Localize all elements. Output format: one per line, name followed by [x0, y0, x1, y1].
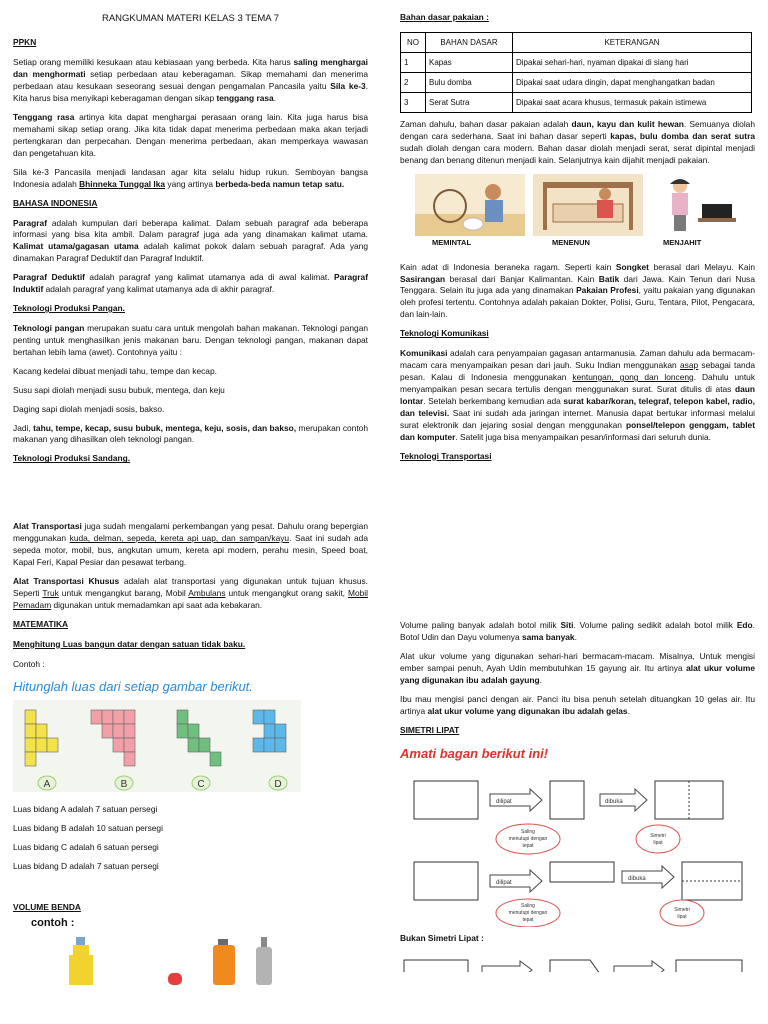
volume-contoh-label: contoh :	[31, 916, 75, 929]
grid-cell	[113, 710, 124, 724]
table-row	[401, 52, 752, 72]
svg-text:tepat: tepat	[522, 917, 534, 924]
grid-cell	[253, 710, 264, 724]
grid-cell	[47, 738, 58, 752]
shape-a	[25, 710, 58, 766]
table-cell: Dipakai sehari-hari, nyaman dipakai di siang hari	[513, 52, 752, 72]
menjahit-image	[652, 174, 742, 236]
left-column	[13, 0, 368, 985]
area-result-b: Luas bidang B adalah 10 satuan persegi	[13, 822, 163, 833]
row1-shapes	[414, 781, 723, 854]
pangan-example-2: Susu sapi diolah menjadi susu bubuk, mentega, dan keju	[13, 384, 225, 395]
table-cell: Serat Sutra	[426, 92, 513, 112]
right-column	[400, 0, 755, 972]
bahan-paragraph-1: Zaman dahulu, bahan dasar pakaian adalah daun, kayu dan kulit hewan. Semuanya diolah dengan cara sederhana. Saat ini bahan dasar seperti kapas, bulu domba dan serat sutra sudah diolah dengan cara modern. Bahan dasar diolah menjadi serat, serat dipintal menjadi benang dan benang ditenun menjadi kain. Selanjutnya kain dijahit menjadi pakaian.	[400, 118, 755, 165]
ppkn-paragraph-3: Sila ke-3 Pancasila menjadi landasan agar kita selalu hidup rukun. Semboyan bangsa Indonesia adalah Bhinneka Tunggal Ika yang artinya berbeda-beda namun tetap satu.	[13, 166, 368, 189]
table-row	[401, 92, 752, 112]
grid-cell	[102, 710, 113, 724]
grid-cell	[25, 724, 36, 738]
grid-cell	[25, 752, 36, 766]
menenun-label: MENENUN	[552, 237, 590, 247]
matematika-subheading: Menghitung Luas bangun datar dengan satuan tidak baku.	[13, 638, 246, 649]
svg-text:lipat: lipat	[677, 914, 687, 921]
bottle-yellow-icon	[69, 937, 93, 985]
svg-text:Simetri: Simetri	[674, 907, 690, 914]
grid-cell	[177, 710, 188, 724]
bubble-simetri-1	[636, 825, 680, 853]
grid-cell	[188, 724, 199, 738]
rect-full-2	[414, 862, 478, 900]
dilipat-label-1: dilipat	[496, 799, 512, 806]
area-figure-title: Hitunglah luas dari setiap gambar berikut.	[13, 678, 253, 694]
svg-text:tepat: tepat	[522, 843, 534, 850]
simetri-figure-title: Amati bagan berikut ini!	[400, 745, 549, 761]
bukan-simetri-svg	[400, 952, 754, 972]
row2-shapes	[414, 862, 742, 927]
svg-text:menutupi dengan: menutupi dengan	[508, 910, 548, 917]
bahan-paragraph-2: Kain adat di Indonesia beraneka ragam. Seperti kain Songket berasal dari Melayu. Kain Sasirangan berasal dari Banjar Kalimantan. Kain Batik dari Jawa. Kain Tenun dari Nusa Tenggara. Selain itu juga ada yang dinamakan Pakaian Profesi, yaitu pakaian yang digunakan oleh profesi tertentu. Contohnya adalah pakaian Dokter, Polisi, Guru, Tentara, Pilot, Pengacara, dan lain-lain.	[400, 261, 756, 320]
rect-half-1	[550, 781, 584, 819]
table-cell: Bulu domba	[426, 72, 513, 92]
rect-full-1	[414, 781, 478, 819]
grid-cell	[264, 724, 275, 738]
volume-paragraph-1: Volume paling banyak adalah botol milik Siti. Volume paling sedikit adalah botol milik Edo. Botol Udin dan Dayu volumenya sama banyak.	[400, 620, 755, 643]
grid-cell	[36, 724, 47, 738]
grid-cell	[113, 724, 124, 738]
transport-paragraph-1: Alat Transportasi juga sudah mengalami perkembangan yang pesat. Dahulu orang bepergian menggunakan kuda, delman, sepeda, kereta api uap, dan sampan/kayu. Saat ini sudah ada sepeda motor, mobil, bus, angkutan umum, kereta api modern, perahu mesin, Speed boat, Kapal Feri, Kapal Pesiar dan pesawat terbang.	[13, 521, 368, 568]
pangan-example-1: Kacang kedelai dibuat menjadi tahu, tempe dan kecap.	[13, 365, 217, 376]
shape-d	[253, 710, 286, 752]
contoh-label: Contoh :	[13, 658, 45, 669]
bahan-table	[400, 32, 752, 113]
grid-cell	[102, 724, 113, 738]
shape-label-d	[269, 776, 287, 790]
table-cell: 2	[401, 72, 426, 92]
bukan-simetri-shapes	[400, 952, 755, 972]
pangan-example-3: Daging sapi diolah menjadi sosis, bakso.	[13, 403, 165, 414]
dibuka-label-1: dibuka	[605, 799, 623, 806]
grid-cell	[253, 738, 264, 752]
grid-cell	[124, 752, 135, 766]
simetri-heading: SIMETRI LIPAT	[400, 724, 460, 735]
volume-paragraph-3: Ibu mau mengisi panci dengan air. Panci itu bisa penuh setelah dituangkan 10 gelas air. Itu artinya alat ukur volume yang digunakan ibu adalah gelas.	[400, 694, 755, 716]
table-cell: Dipakai saat udara dingin, dapat menghangatkan badan	[513, 72, 752, 92]
matematika-heading: MATEMATIKA	[13, 618, 69, 629]
memintal-label: MEMINTAL	[432, 237, 472, 247]
table-cell: Dipakai saat acara khusus, termasuk pakain istimewa	[513, 92, 752, 112]
table-header-row	[401, 32, 752, 52]
simetri-diagram	[400, 767, 754, 927]
svg-text:C: C	[197, 778, 205, 790]
ppkn-paragraph-1: Setiap orang memiliki kesukaan atau kebiasaan yang berbeda. Kita harus saling menghargai dan menghormati setiap perbedaan atau keberagaman. Sikap memahami dan menerima perbedaan atau kesukaan seseorang sesuai dengan pengamalan Pancasila yaitu Sila ke-3. Kita harus bisa menyikapi keberagaman dengan sikap tenggang rasa.	[13, 57, 369, 104]
komunikasi-paragraph: Komunikasi adalah cara penyampaian gagasan antarmanusia. Zaman dahulu ada bermacam-macam cara menyampaikan pesan dari jauh. Suku Indian menggunakan asap sebagai tanda pesan. Kalau di Indonesia menggunakan kentungan, gong dan lonceng. Dahulu untuk menyampaikan pesan secara tertulis dengan menggunakan surat. Surat ditulis di atas daun lontar. Setelah berkembang kemudian ada surat kabar/koran, telegraf, telepon kabel, radio, dan televisi. Saat ini sudah ada jaringan internet. Manusia dapat bertukar informasi melalui surat elektronik dan jejaring sosial dengan menggunakan ponsel/telepon genggam, tablet dan komputer. Satelit juga bisa menyampaikan pesan/informasi dari seluruh dunia.	[400, 348, 756, 442]
grid-cell	[177, 724, 188, 738]
shape-label-b	[115, 776, 133, 790]
svg-text:D: D	[274, 778, 282, 790]
bottles-svg	[13, 935, 313, 985]
bukan-simetri-label: Bukan Simetri Lipat :	[400, 933, 484, 944]
memintal-image	[415, 174, 525, 236]
grid-cell	[264, 710, 275, 724]
table-row	[401, 72, 752, 92]
svg-text:Saling: Saling	[521, 903, 535, 910]
svg-text:Simetri: Simetri	[650, 833, 666, 840]
grid-cell	[113, 738, 124, 752]
dibuka-label-2: dibuka	[628, 876, 646, 883]
bottle-red-icon	[168, 973, 182, 985]
sandang-images	[400, 174, 755, 256]
table-header-keterangan: KETERANGAN	[513, 32, 752, 52]
table-cell: Kapas	[426, 52, 513, 72]
grid-cell	[25, 710, 36, 724]
grid-cell	[91, 710, 102, 724]
simetri-svg	[400, 767, 754, 927]
bubble-simetri-2	[660, 900, 704, 926]
grid-cell	[188, 738, 199, 752]
shape-b	[91, 710, 135, 766]
transportasi-heading: Teknologi Transportasi	[400, 450, 492, 461]
area-result-d: Luas bidang D adalah 7 satuan persegi	[13, 860, 159, 871]
grid-cell	[275, 724, 286, 738]
grid-cell	[210, 752, 221, 766]
bottle-orange-icon	[213, 939, 235, 985]
rect-half-2	[550, 862, 614, 882]
volume-heading: VOLUME BENDA	[13, 901, 81, 912]
svg-text:B: B	[120, 778, 128, 790]
table-cell: 3	[401, 92, 426, 112]
shape-label-c	[192, 776, 210, 790]
svg-text:Saling: Saling	[521, 829, 535, 836]
svg-text:lipat: lipat	[653, 840, 663, 847]
pangan-paragraph-1: Teknologi pangan merupakan suatu cara untuk mengolah bahan makanan. Teknologi pangan penting untuk menghasilkan jenis makanan baru. Dengan teknologi pangan, makanan dapat bertahan lebih lama (awet). Contohnya yaitu :	[13, 323, 369, 357]
svg-text:menutupi dengan: menutupi dengan	[508, 836, 548, 843]
area-result-a: Luas bidang A adalah 7 satuan persegi	[13, 803, 158, 814]
grid-cell	[36, 738, 47, 752]
grid-cell	[124, 724, 135, 738]
grid-cell	[264, 738, 275, 752]
grid-cell	[124, 738, 135, 752]
ppkn-paragraph-2: Tenggang rasa artinya kita dapat menghargai perasaan orang lain. Kita juga harus bisa memahami sikap setiap orang. Jika kita tidak dapat menerima perbedaan maka akan terjadi pertengkaran dan perpecahan. Dengan menerima perbedaan, akan memperkaya wawasan dan pengetahuan kita.	[13, 112, 368, 158]
pangan-heading: Teknologi Produksi Pangan.	[13, 303, 125, 314]
ppkn-heading: PPKN	[13, 37, 37, 48]
grid-cell	[275, 738, 286, 752]
bottle-gray-icon	[256, 937, 272, 985]
svg-text:A: A	[43, 778, 51, 790]
table-header-bahan: BAHAN DASAR	[426, 32, 513, 52]
komunikasi-heading: Teknologi Komunikasi	[400, 328, 489, 339]
sandang-heading: Teknologi Produksi Sandang.	[13, 453, 131, 464]
table-header-no: NO	[401, 32, 426, 52]
shape-label-a	[38, 776, 56, 790]
menenun-image	[533, 174, 643, 236]
bahasa-paragraph-1: Paragraf adalah kumpulan dari beberapa kalimat. Dalam sebuah paragraf ada beberapa informasi yang bisa kita ambil. Dalam paragraf juga ada yang dinamakan kalimat utama. Kalimat utama/gagasan utama adalah kalimat pokok dalam sebuah paragraf. Ada yang dinamakan Paragraf Deduktif dan Paragraf Induktif.	[13, 217, 368, 264]
bahasa-paragraph-2: Paragraf Deduktif adalah paragraf yang kalimat utamanya ada di awal kalimat. Paragraf Induktif adalah paragraf yang kalimat utamanya ada di akhir paragraf.	[13, 272, 368, 295]
bahasa-heading: BAHASA INDONESIA	[13, 197, 98, 208]
volume-paragraph-2: Alat ukur volume yang digunakan sehari-hari bermacam-macam. Misalnya, Untuk mengisi ember sampai penuh, Ayah Udin membutuhkan 15 gayung air. Itu artinya alat ukur volume yang digunakan ibu adalah gayung.	[400, 651, 755, 686]
dilipat-label-2: dilipat	[496, 880, 512, 887]
grid-cell	[199, 738, 210, 752]
bottles-figure	[13, 935, 368, 985]
table-cell: 1	[401, 52, 426, 72]
transport-paragraph-2: Alat Transportasi Khusus adalah alat transportasi yang digunakan untuk tujuan khusus. Seperti Truk untuk mengangkut barang, Mobil Ambulans untuk mengangkut orang sakit, Mobil Pemadam digunakan untuk memadamkan api saat ada kebakaran.	[13, 575, 369, 610]
shape-c	[177, 710, 221, 766]
area-result-c: Luas bidang C adalah 6 satuan persegi	[13, 841, 159, 852]
bahan-heading: Bahan dasar pakaian :	[400, 12, 489, 22]
menjahit-label: MENJAHIT	[663, 237, 702, 247]
grid-cell	[124, 710, 135, 724]
area-figure	[13, 700, 301, 792]
pangan-paragraph-2: Jadi, tahu, tempe, kecap, susu bubuk, mentega, keju, sosis, dan bakso, merupakan contoh makanan yang dihasilkan oleh teknologi pangan.	[13, 422, 368, 445]
page-title: RANGKUMAN MATERI KELAS 3 TEMA 7	[101, 13, 280, 24]
grid-cell	[25, 738, 36, 752]
area-shapes-svg	[13, 700, 301, 792]
